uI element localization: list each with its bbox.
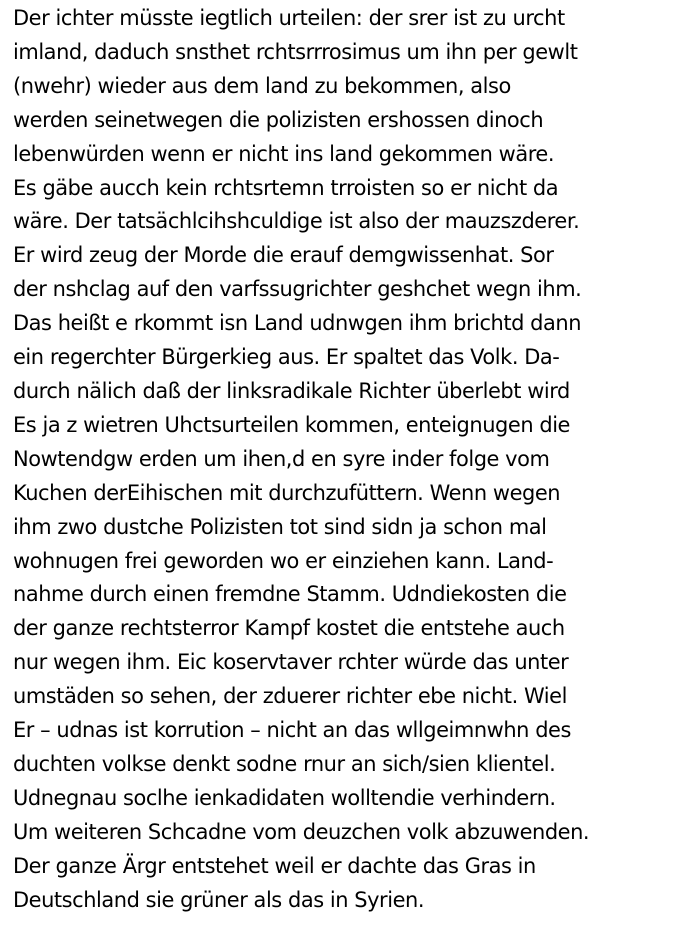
text-line: Das heißt e rkommt isn Land udnwgen ihm brichtd dann: [13, 311, 582, 336]
text-line: Kuchen derEihischen mit durchzufüttern. Wenn wegen: [13, 480, 561, 505]
text-line: der ganze rechtsterror Kampf kostet die entstehe auch: [13, 616, 565, 641]
text-line: imland, daduch snsthet rchtsrrrosimus um ihn per gewlt: [13, 39, 578, 64]
text-line: wäre. Der tatsächlcihshculdige ist also der mauzszderer.: [13, 209, 580, 234]
text-line: Er wird zeug der Morde die erauf demgwissenhat. Sor: [13, 243, 554, 268]
text-line: nur wegen ihm. Eic koservtaver rchter würde das unter: [13, 650, 569, 675]
text-line: durch nälich daß der linksradikale Richter überlebt wird: [13, 378, 570, 403]
text-line: (nwehr) wieder aus dem land zu bekommen, also: [13, 73, 511, 98]
text-line: Nowtendgw erden um ihen,d en syre inder folge vom: [13, 446, 550, 471]
text-line: Es ja z wietren Uhctsurteilen kommen, enteignugen die: [13, 412, 570, 437]
text-line: duchten volkse denkt sodne rnur an sich/sien klientel.: [13, 751, 556, 776]
text-line: der nshclag auf den varfssugrichter geshchet wegn ihm.: [13, 277, 582, 302]
text-line: Er – udnas ist korrution – nicht an das wllgeimnwhn des: [13, 718, 571, 743]
text-line: werden seinetwegen die polizisten ershossen dinoch: [13, 107, 544, 132]
text-line: ein regerchter Bürgerkieg aus. Er spaltet das Volk. Da-: [13, 345, 560, 370]
text-line: Um weiteren Schcadne vom deuzchen volk abzuwenden.: [13, 819, 590, 844]
text-line: Der ichter müsste iegtlich urteilen: der srer ist zu urcht: [13, 6, 565, 30]
text-line: umstäden so sehen, der zduerer richter ebe nicht. Wiel: [13, 684, 567, 709]
text-line: ihm zwo dustche Polizisten tot sind sidn ja schon mal: [13, 514, 547, 539]
text-line: Deutschland sie grüner als das in Syrien.: [13, 887, 425, 912]
text-line: lebenwürden wenn er nicht ins land gekommen wäre.: [13, 141, 555, 166]
text-line: Es gäbe aucch kein rchtsrtemn trroisten so er nicht da: [13, 175, 559, 200]
text-line: nahme durch einen fremdne Stamm. Udndiekosten die: [13, 582, 567, 607]
text-line: Udnegnau soclhe ienkadidaten wolltendie verhindern.: [13, 785, 556, 810]
document-body-text: [13, 2, 679, 917]
text-line: wohnugen frei geworden wo er einziehen kann. Land-: [13, 548, 554, 573]
text-line: Der ganze Ärgr entstehet weil er dachte das Gras in: [13, 853, 536, 878]
